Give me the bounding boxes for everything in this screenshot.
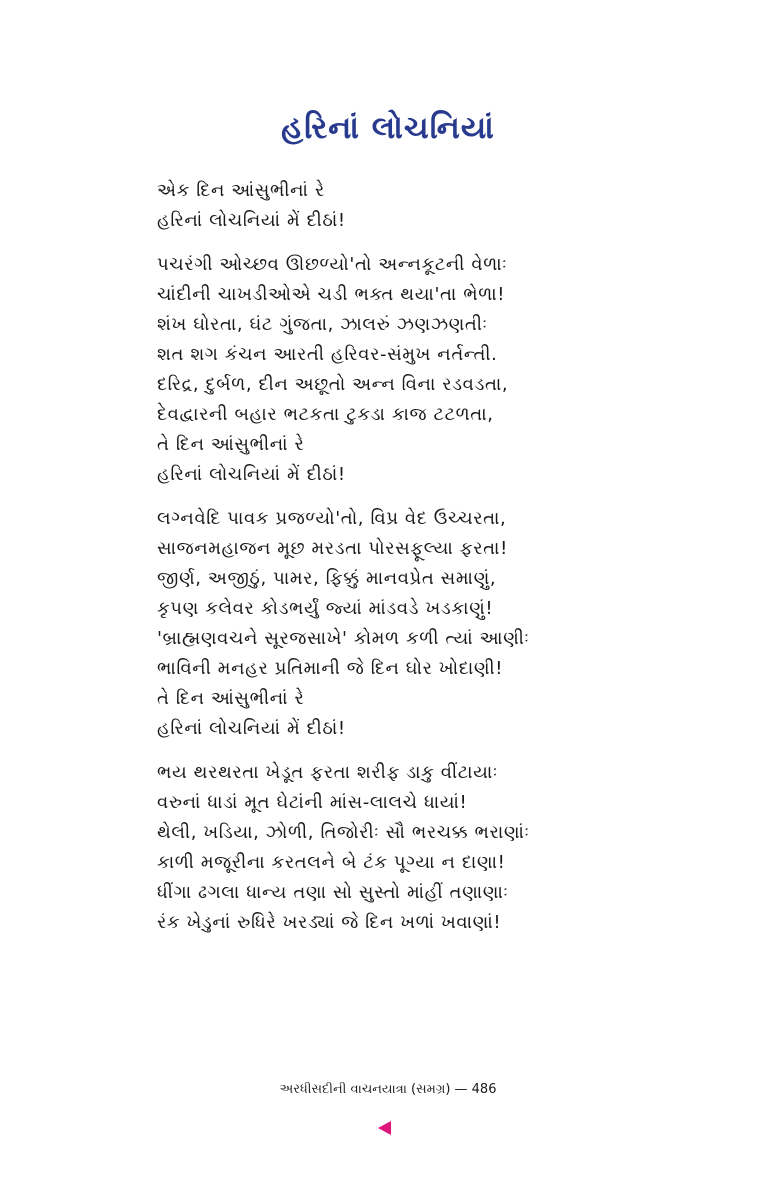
poem-line: દેવદ્વારની બહાર ભટકતા ટુકડા કાજ ટટળતા,	[157, 404, 494, 425]
poem-line: શત શગ કંચન આરતી હરિવર-સંમુખ નર્તન્તી.	[157, 344, 498, 365]
poem-title: હરિનાં લોચનિયાં	[281, 110, 495, 146]
stanza-1	[157, 176, 597, 236]
poem-line: રંક ખેડુનાં રુધિરે ખરડ્યાં જે દિન ખળાં ખવાણાં!	[157, 912, 502, 933]
poem-line: તે દિન આંસુભીનાં રે	[157, 434, 305, 455]
poem-line: લગ્નવેદિ પાવક પ્રજળ્યો'તો, વિપ્ર વેદ ઉચ્ચરતા,	[157, 508, 507, 529]
stanza-2	[157, 250, 597, 490]
stanza-3	[157, 504, 597, 744]
poem-line: સાજનમહાજન મૂછ મરડતા પોરસફૂલ્યા ફરતા!	[157, 538, 508, 559]
stanza-4	[157, 758, 597, 938]
page-footer: અરધીસદીની વાચનયાત્રા (સમગ્ર) — 486	[279, 1082, 497, 1097]
poem-line: હરિનાં લોચનિયાં મેં દીઠાં!	[157, 718, 346, 739]
poem-line: તે દિન આંસુભીનાં રે	[157, 688, 305, 709]
poem-line: થેલી, ખડિયા, ઝોળી, તિજોરીઃ સૌ ભરચક્ક ભરાણાંઃ	[157, 822, 530, 843]
poem-body	[157, 176, 597, 952]
poem-line: પચરંગી ઓચ્છવ ઊછળ્યો'તો અન્નકૂટની વેળાઃ	[157, 254, 508, 275]
poem-line: શંખ ઘોરતા, ઘંટ ગુંજતા, ઝાલરું ઝણઝણતીઃ	[157, 314, 488, 335]
poem-line: કૃપણ કલેવર કોડભર્યું જ્યાં માંડવડે ખડકાણું!	[157, 598, 494, 619]
poem-line: 'બ્રાહ્મણવચને સૂરજસાખે' કોમળ કળી ત્યાં આણીઃ	[157, 628, 530, 649]
poem-line: ધીંગા ઢગલા ધાન્ય તણા સો સુસ્તો માંહીં તણાણાઃ	[157, 882, 509, 903]
previous-page-arrow-icon[interactable]	[378, 1121, 391, 1135]
poem-line: એક દિન આંસુભીનાં રે	[157, 180, 325, 201]
poem-line: હરિનાં લોચનિયાં મેં દીઠાં!	[157, 464, 346, 485]
poem-line: દરિદ્ર, દુર્બળ, દીન અછૂતો અન્ન વિના રડવડતા,	[157, 374, 509, 395]
poem-line: વરુનાં ધાડાં મૂત ઘેટાંની માંસ-લાલચે ધાયાં!	[157, 792, 468, 813]
poem-line: કાળી મજૂરીના કરતલને બે ટંક પૂગ્યા ન દાણા!	[157, 852, 506, 873]
poem-line: જીર્ણ, અજીઠું, પામર, ફિક્કું માનવપ્રેત સમાણું,	[157, 568, 497, 589]
poem-line: હરિનાં લોચનિયાં મેં દીઠાં!	[157, 210, 346, 231]
poem-line: ચાંદીની ચાખડીઓએ ચડી ભક્ત થયા'તા ભેળા!	[157, 284, 506, 305]
poem-line: ભય થરથરતા ખેડૂત ફરતા શરીફ ડાકુ વીંટાયાઃ	[157, 762, 499, 783]
poem-line: ભાવિની મનહર પ્રતિમાની જે દિન ઘોર ખોદાણી!	[157, 658, 504, 679]
